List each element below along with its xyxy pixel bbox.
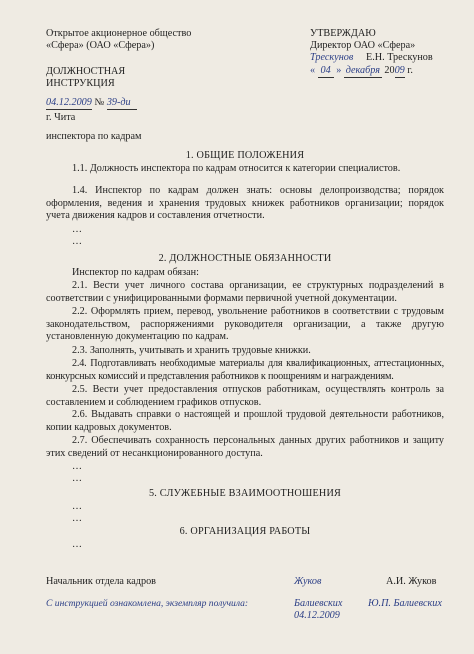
date-year-prefix: 20 [384,65,395,76]
date-month: декабря [345,65,380,76]
approval-date [310,65,413,78]
date-day: 04 [318,65,334,78]
ellipsis-1: … [72,224,82,235]
doc-type-line2: ИНСТРУКЦИЯ [46,78,115,89]
ellipsis-5: … [72,501,82,512]
date-suffix: г. [407,65,413,76]
ellipsis-6: … [72,513,82,524]
doc-number-sign: № [94,97,105,108]
section-2-item-3: 2.3. Заполнять, учитывать и хранить трудовые книжки. [72,345,311,356]
section-2-item-2: 2.2. Оформлять прием, перевод, увольнение работников в соответствии с трудовым законодательством, распоряжениями руководителя организации, а также другую установленную документацию по кадрам. [46,306,444,342]
section-1-item-4: 1.4. Инспектор по кадрам должен знать: основы делопроизводства; порядок оформления, ведения и хранения трудовых книжек работников организации; порядок учета движения кадров и составления отчетности. [46,185,444,221]
section-1-title: 1. ОБЩИЕ ПОЛОЖЕНИЯ [185,150,305,161]
doc-type-line1: ДОЛЖНОСТНАЯ [46,66,126,77]
ack-date: 04.12.2009 [294,610,340,621]
head-name: А.И. Жуков [386,576,437,587]
section-2-item-6: 2.6. Выдавать справки о настоящей и прошлой трудовой деятельности работников, копии кадровых документов. [46,409,444,433]
director-signature: Трескунов [310,52,354,63]
acknowledgement-text: С инструкцией ознакомлена, экземпляр получила: [46,598,249,609]
date-year: 09 [394,65,405,76]
ellipsis-7: … [72,539,82,550]
section-2-title: 2. ДОЛЖНОСТНЫЕ ОБЯЗАННОСТИ [158,253,332,264]
ellipsis-2: … [72,236,82,247]
head-title: Начальник отдела кадров [46,576,156,587]
head-signature: Жуков [294,576,322,587]
doc-number-line [46,97,137,110]
section-5-title: 5. СЛУЖЕБНЫЕ ВЗАИМООТНОШЕНИЯ [149,488,341,499]
section-2-item-1: 2.1. Вести учет личного состава организации, ее структурных подразделений в соответствии с унифицированными формами первичной учетной документации. [46,280,444,304]
org-name-line2: «Сфера» (ОАО «Сфера») [46,40,155,51]
approve-label: УТВЕРЖДАЮ [310,28,376,39]
doc-title: инспектора по кадрам [46,131,142,142]
director-title: Директор ОАО «Сфера» [310,40,416,51]
doc-city: г. Чита [46,112,76,123]
ellipsis-4: … [72,473,82,484]
org-name-line1: Открытое акционерное общество [46,28,192,39]
ack-signature: Балиевских [294,598,343,609]
date-close-quote: » [336,65,342,76]
section-2-item-7: 2.7. Обеспечивать сохранность персональных данных других работников и защиту этих сведений от несанкционированного доступа. [46,435,444,459]
ack-name: Ю.П. Балиевских [368,598,442,609]
director-name: Е.Н. Трескунов [366,52,433,63]
doc-date: 04.12.2009 [46,97,92,108]
section-1-item-1: 1.1. Должность инспектора по кадрам относится к категории специалистов. [72,163,401,174]
section-2-item-5: 2.5. Вести учет предоставления отпусков работникам, осуществлять контроль за составлением и соблюдением графиков отпусков. [46,384,444,408]
section-2-intro: Инспектор по кадрам обязан: [72,267,199,278]
doc-number: 39-ди [107,97,137,110]
section-2-item-4: 2.4. Подготавливать необходимые материалы для квалификационных, аттестационных, конкурсных комиссий и представления работников к поощрениям и награждениям. [46,358,444,382]
section-6-title: 6. ОРГАНИЗАЦИЯ РАБОТЫ [179,526,311,537]
ellipsis-3: … [72,461,82,472]
date-open-quote: « [310,65,316,76]
